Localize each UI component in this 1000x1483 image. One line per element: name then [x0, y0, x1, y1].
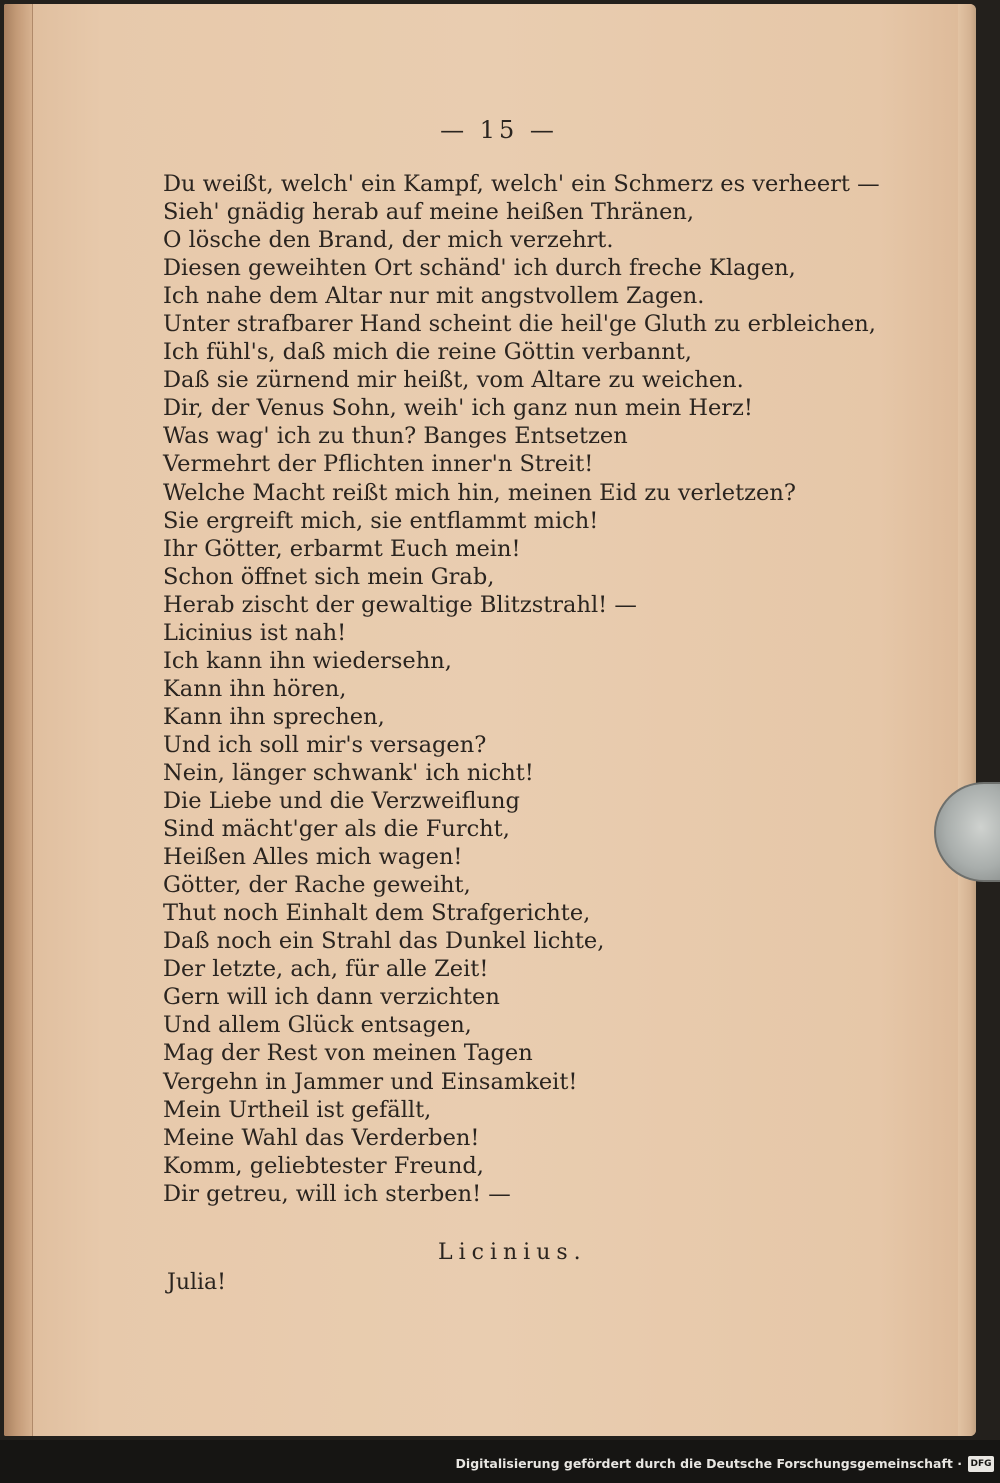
verse-line: Ich nahe dem Altar nur mit angstvollem Zagen. [163, 283, 705, 310]
verse-line: Komm, geliebtester Freund, [163, 1152, 484, 1179]
verse-line: Götter, der Rache geweiht, [163, 872, 471, 899]
verse-line: Sind mächt'ger als die Furcht, [163, 816, 510, 843]
verse-line: Sie ergreift mich, sie entflammt mich! [163, 507, 599, 534]
verse-line: Meine Wahl das Verderben! [163, 1124, 480, 1151]
verse-line: Dir, der Venus Sohn, weih' ich ganz nun mein Herz! [163, 395, 753, 422]
verse-line: Gern will ich dann verzichten [163, 984, 500, 1011]
dfg-logo-icon: DFG [968, 1456, 994, 1472]
verse-line: Vermehrt der Pflichten inner'n Streit! [163, 451, 594, 478]
verse-line: Du weißt, welch' ein Kampf, welch' ein Schmerz es verheert — [163, 171, 880, 197]
verse-line: Thut noch Einhalt dem Strafgerichte, [163, 900, 591, 927]
verse-line: Nein, länger schwank' ich nicht! [163, 759, 534, 786]
verse-line: Diesen geweihten Ort schänd' ich durch freche Klagen, [163, 255, 796, 282]
verse-line: Daß sie zürnend mir heißt, vom Altare zu weichen. [163, 367, 744, 394]
verse-line: Ihr Götter, erbarmt Euch mein! [163, 535, 521, 562]
verse-line: Daß noch ein Strahl das Dunkel lichte, [163, 928, 605, 955]
verse-line: Licinius ist nah! [163, 619, 347, 646]
verse-line: Der letzte, ach, für alle Zeit! [163, 956, 489, 983]
verse-line: Heißen Alles mich wagen! [163, 844, 463, 871]
verse-line: Ich fühl's, daß mich die reine Göttin verbannt, [163, 339, 692, 366]
verse-line: Kann ihn hören, [163, 675, 347, 702]
verse-line: Die Liebe und die Verzweiflung [163, 788, 520, 815]
verse-line: Herab zischt der gewaltige Blitzstrahl! — [163, 591, 637, 618]
verse-line: Mag der Rest von meinen Tagen [163, 1040, 533, 1067]
verse-line: Unter strafbarer Hand scheint die heil'ge Gluth zu erbleichen, [163, 311, 876, 338]
verse-line: Ich kann ihn wiedersehn, [163, 647, 452, 674]
verse-line: Was wag' ich zu thun? Banges Entsetzen [163, 423, 628, 450]
page-number: — 15 — [440, 116, 558, 144]
verse-line: Und allem Glück entsagen, [163, 1012, 472, 1039]
verse-line: Dir getreu, will ich sterben! — [163, 1180, 511, 1207]
verse-line: Sieh' gnädig herab auf meine heißen Thränen, [163, 199, 695, 226]
verse-line: Vergehn in Jammer und Einsamkeit! [163, 1068, 578, 1095]
funding-credit: Digitalisierung gefördert durch die Deutsche Forschungsgemeinschaft · [455, 1456, 962, 1471]
verse-line: Und ich soll mir's versagen? [163, 731, 487, 758]
spine-fold [4, 4, 33, 1436]
page-edge [958, 4, 976, 1436]
verse-block [163, 170, 880, 1208]
dialogue-line: Julia! [167, 1270, 227, 1295]
speaker-name: Licinius. [438, 1240, 587, 1265]
verse-line: Schon öffnet sich mein Grab, [163, 563, 495, 590]
verse-line: Kann ihn sprechen, [163, 703, 385, 730]
verse-line: O lösche den Brand, der mich verzehrt. [163, 227, 614, 254]
verse-line: Welche Macht reißt mich hin, meinen Eid zu verletzen? [163, 479, 796, 506]
verse-line: Mein Urtheil ist gefällt, [163, 1096, 432, 1123]
